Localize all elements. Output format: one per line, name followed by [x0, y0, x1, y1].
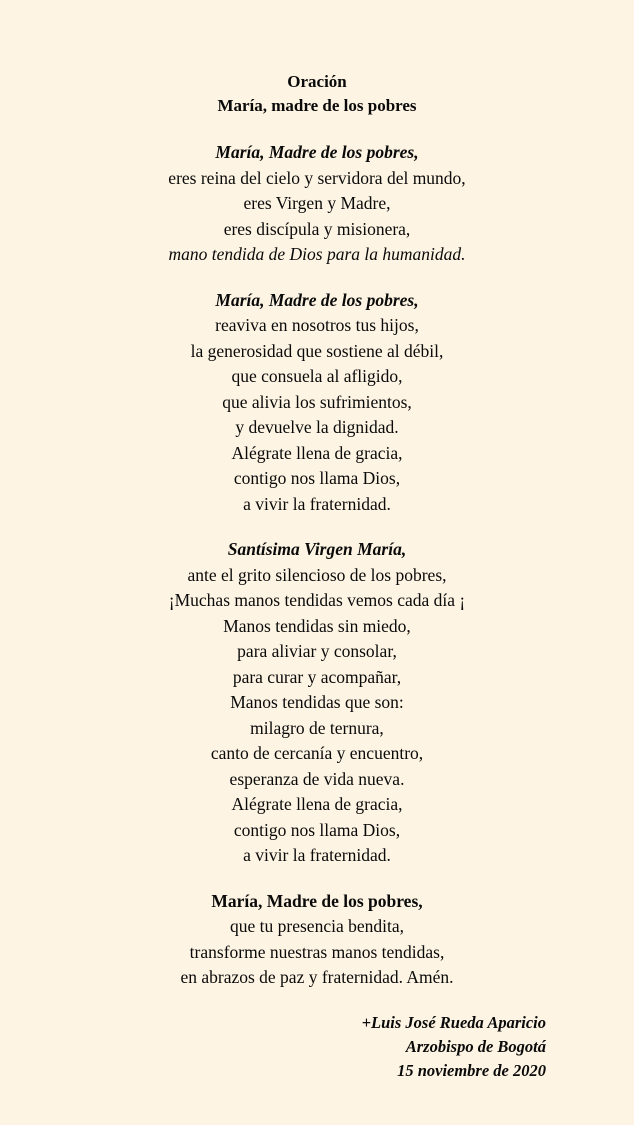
stanza-line: que tu presencia bendita,: [230, 916, 404, 936]
signature-date: 15 noviembre de 2020: [397, 1060, 546, 1080]
stanza-lead: María, Madre de los pobres,: [215, 142, 419, 162]
signature-role: Arzobispo de Bogotá: [405, 1036, 546, 1056]
stanza-line: que consuela al afligido,: [231, 366, 403, 386]
stanza-4: [40, 889, 594, 991]
stanza-line: para aliviar y consolar,: [237, 641, 397, 661]
stanza-3: [40, 537, 594, 869]
stanza-line: eres Virgen y Madre,: [243, 193, 391, 213]
stanza-line: ¡Muchas manos tendidas vemos cada día ¡: [168, 590, 466, 610]
stanza-line: esperanza de vida nueva.: [229, 768, 405, 789]
stanza-line: Manos tendidas sin miedo,: [223, 615, 411, 636]
stanza-line: mano tendida de Dios para la humanidad.: [168, 244, 466, 264]
stanza-line: Alégrate llena de gracia,: [231, 442, 403, 463]
stanza-line: Alégrate llena de gracia,: [231, 794, 403, 814]
signature-name: +Luis José Rueda Aparicio: [361, 1012, 546, 1032]
stanza-line: Manos tendidas que son:: [230, 692, 404, 712]
stanza-line: transforme nuestras manos tendidas,: [189, 941, 445, 962]
stanza-lead: Santísima Virgen María,: [227, 539, 407, 559]
stanza-line: a vivir la fraternidad.: [243, 845, 391, 865]
stanza-line: canto de cercanía y encuentro,: [210, 743, 424, 763]
stanza-lead: María, Madre de los pobres,: [215, 289, 419, 310]
stanza-line: contigo nos llama Dios,: [233, 819, 401, 840]
stanza-line: eres discípula y misionera,: [223, 218, 411, 239]
stanza-line: en abrazos de paz y fraternidad. Amén.: [180, 967, 454, 987]
stanza-line: reaviva en nosotros tus hijos,: [215, 315, 419, 335]
stanza-lead: María, Madre de los pobres,: [211, 890, 423, 911]
stanza-2: [40, 288, 594, 518]
title-line: Oración: [287, 72, 347, 91]
stanza-line: para curar y acompañar,: [232, 666, 402, 687]
stanza-line: que alivia los sufrimientos,: [222, 391, 412, 412]
title-line: María, madre de los pobres: [217, 96, 417, 115]
stanza-line: y devuelve la dignidad.: [235, 417, 399, 437]
stanza-line: eres reina del cielo y servidora del mundo,: [168, 167, 466, 188]
stanza-1: [40, 140, 594, 268]
document-title: [40, 70, 594, 118]
signature-block: [40, 1011, 594, 1125]
stanza-line: milagro de ternura,: [250, 717, 384, 738]
stanza-line: la generosidad que sostiene al débil,: [190, 340, 444, 361]
stanza-line: a vivir la fraternidad.: [243, 493, 391, 514]
stanza-line: contigo nos llama Dios,: [233, 468, 401, 488]
stanza-line: ante el grito silencioso de los pobres,: [187, 564, 447, 585]
